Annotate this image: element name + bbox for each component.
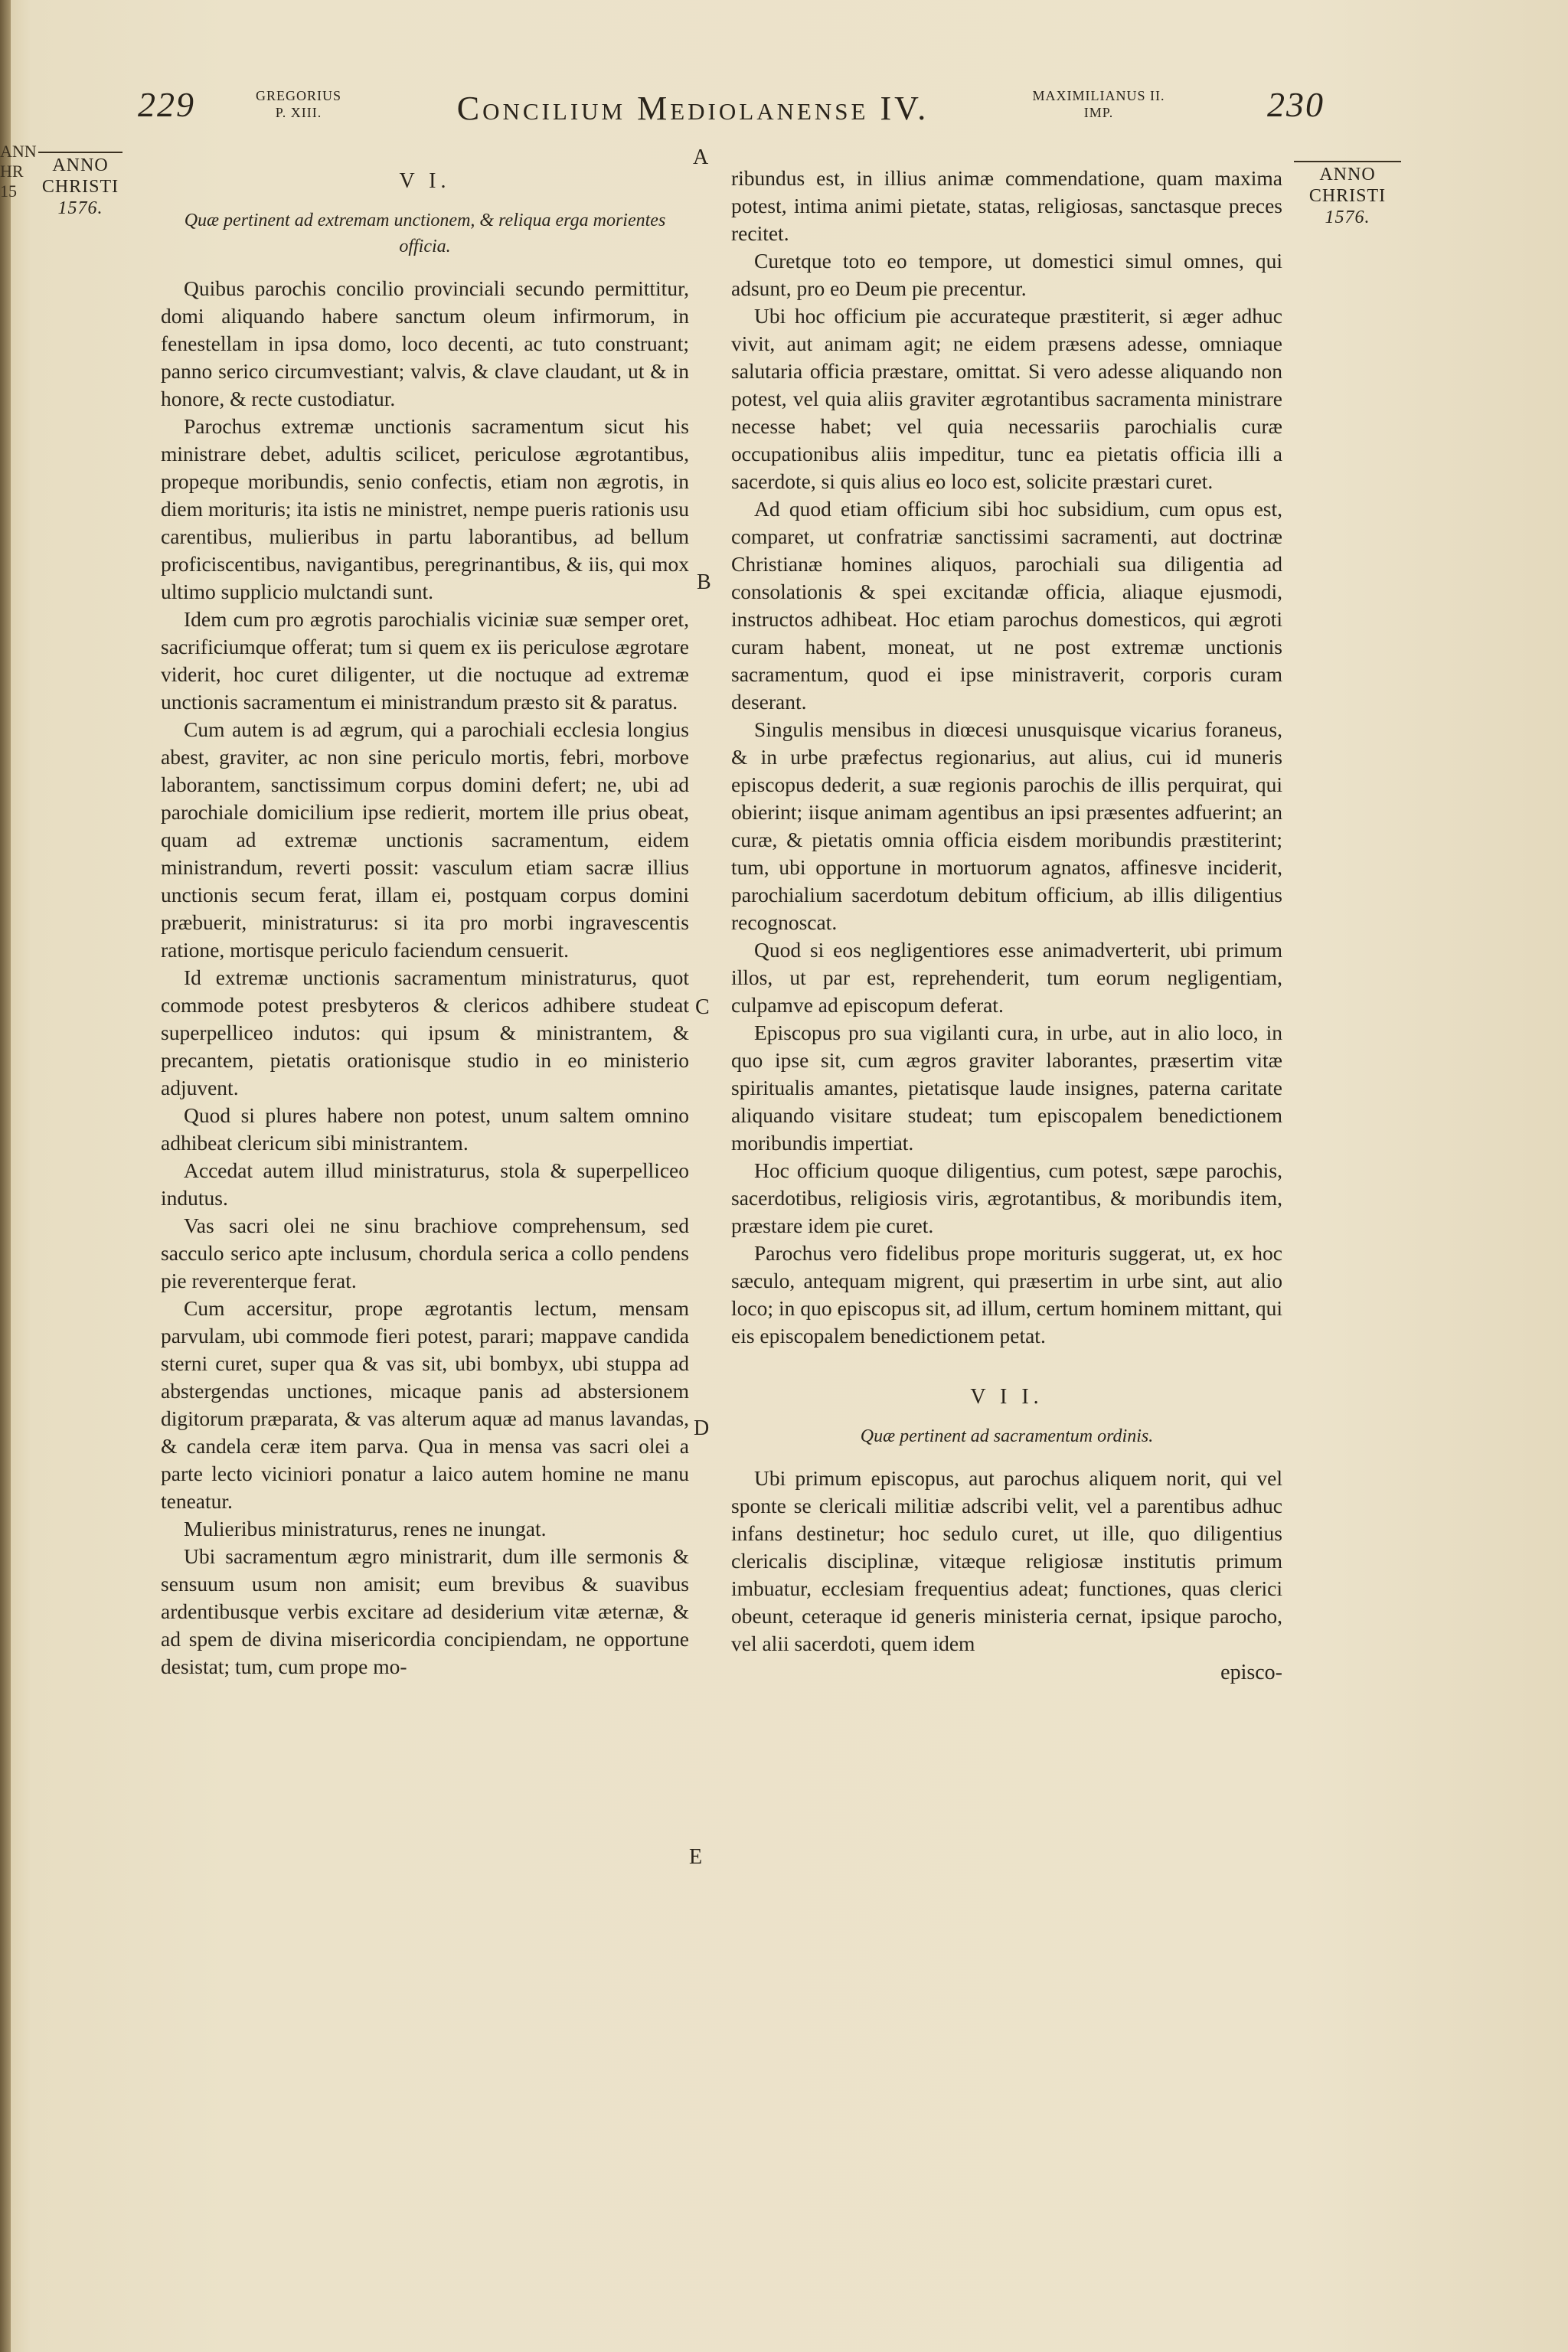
running-header: [138, 84, 1325, 145]
right-column: [731, 165, 1282, 1687]
christi-label: CHRISTI: [41, 177, 119, 197]
anno-label: ANNO: [1319, 165, 1376, 185]
paragraph: Cum autem is ad ægrum, qui a parochiali ecclesia longius abest, graviter, ac non sine periculo mortis, febri, morbove laborantem, sanctissimum corpus domini defert; ne, ubi ad parochiale domicilium ipse redierit, mortem ille prius obeat, quam ad extremæ unctionis sacramentum, eidem ministrandum, reverti possit: vasculum etiam sacræ illius unctionis secum ferat, illam ei, postquam corpus domini præbuerit, ministraturus: si ita pro morbi ingravescentis ratione, mortisque periculo faciendum censuerit.: [161, 717, 689, 962]
paragraph: Curetque toto eo tempore, ut domestici simul omnes, qui adsunt, pro eo Deum pie precentur.: [731, 249, 1282, 300]
paragraph: Hoc officium quoque diligentius, cum potest, sæpe parochis, sacerdotibus, religiosis viris, ægrotantibus, & moribundis item, præstare idem pie curet.: [731, 1158, 1282, 1237]
paragraph: Accedat autem illud ministraturus, stola & superpelliceo indutus.: [161, 1158, 689, 1210]
paragraph: Ubi hoc officium pie accurateque præstiterit, si æger adhuc vivit, aut animam agit; ne eidem præsens adesse, omniaque salutaria officia præstare, omittat. Si vero adesse aliquando non potest, vel quia aliis graviter ægrotantibus sacramenta ministrare necesse habet; vel quia necessariis parochialis curæ occupationibus aliis impeditur, tunc ea pietatis officia illi a sacerdote, si quis alius eo loco est, solicite præstari curet.: [731, 304, 1282, 493]
year-label: 1576.: [57, 198, 103, 218]
paragraph: Quod si plures habere non potest, unum saltem omnino adhibeat clericum sibi ministrantem.: [161, 1103, 689, 1155]
paragraph: Cum accersitur, prope ægrotantis lectum, mensam parvulam, ubi commode fieri potest, parari; mappave candida sterni curet, super qua & vas sit, ubi bombyx, ubi stuppa ad abstergendas unctiones, micaque panis ad abstersionem digitorum præparata, & vas alterum aquæ ad manus lavandas, & candela ceræ item parva. Qua in mensa vas sacri olei a parte lecto viciniori ponatur a laico autem homine ne manu teneatur.: [161, 1296, 689, 1513]
book-spine: [0, 0, 11, 2352]
paragraph: Vas sacri olei ne sinu brachiove comprehensum, sed sacculo serico apte inclusum, chordula serica a collo pendens pie reverenterque ferat.: [161, 1214, 689, 1292]
section-6-number: V I.: [399, 169, 451, 193]
paragraph: Mulieribus ministraturus, renes ne inungat.: [184, 1517, 547, 1540]
section-6-subtitle: Quæ pertinent ad extremam unctionem, & reliqua erga morientes officia.: [184, 211, 666, 256]
paragraph: Parochus vero fidelibus prope morituris suggerat, ut, ex hoc sæculo, antequam migrent, qui præsertim in urbe sint, aut alio loco; in quo episcopus sit, ad illum, certum hominem mittant, qui eis episcopalem benedictionem petat.: [731, 1241, 1282, 1348]
margin-letter-c: C: [695, 995, 710, 1019]
paragraph: Ad quod etiam officium sibi hoc subsidium, cum opus est, comparet, ut confratriæ sanctissimi sacramenti, aut doctrinæ Christianæ homines aliquos, parochiali sua diligentia ad consolationis & spei excitandæ officia, aliaque ejusmodi, instructos adhibeat. Hoc etiam parochus domesticos, qui ægroti curam habent, moneat, ut ne post extremæ unctionis sacramentum, quod ei ipse ministraverit, corporis curam deserant.: [731, 497, 1282, 714]
paragraph: Id extremæ unctionis sacramentum ministraturus, quot commode potest presbyteros & clericos adhibere studeat superpelliceo indutos: qui ipsum & ministrantem, & precantem, pietatis orationisque studio in eo ministerio adjuvent.: [161, 965, 689, 1099]
paragraph: Ubi sacramentum ægro ministrarit, dum ille sermonis & sensuum usum non amisit; eum brevibus & suavibus ardentibusque verbis excitare ad desiderium vitæ æternæ, & ad spem de divina misericordia concipiendam, ne opportune desistat; tum, cum prope mo-: [161, 1544, 689, 1678]
margin-letter-a: A: [693, 145, 709, 169]
paragraph: Parochus extremæ unctionis sacramentum sicut his ministrare debet, adultis scilicet, periculose ægrotantibus, propeque moribundis, senio confectis, etiam non ægrotis, in diem morituris; ita istis ne ministret, nempe pueris rationis usu carentibus, mulieribus in partu laborantibus, ad bellum proficiscentibus, navigantibus, peregrinantibus, & iis, qui mox ultimo supplicio mulctandi sunt.: [161, 414, 689, 603]
christi-label: CHRISTI: [1308, 186, 1387, 206]
margin-year-left: [38, 152, 122, 219]
section-gap: [731, 1350, 1282, 1380]
margin-letter-b: B: [697, 570, 711, 594]
paragraph: Episcopus pro sua vigilanti cura, in urbe, aut in alio loco, in quo ipse sit, cum ægros graviter laborantes, præsertim vitæ spiritualis amantes, pietatisque laude insignes, paterna caritate aliquando visitare studeat; tum episcopalem benedictionem moribundis impertiat.: [731, 1021, 1282, 1155]
section-7-number: V I I.: [970, 1385, 1044, 1409]
paragraph: Quibus parochis concilio provinciali secundo permittitur, domi aliquando habere sanctum oleum infirmorum, in fenestellam in ipsa domo, loco decenti, ac tuto construant; panno serico circumvestiant; valvis, & clave claudant, ut & in honore, & recte custodiatur.: [161, 276, 689, 410]
header-emperor: MAXIMILIANUS II. IMP.: [1032, 88, 1165, 120]
catchword: episco-: [1220, 1661, 1282, 1684]
section-7-subtitle: Quæ pertinent ad sacramentum ordinis.: [860, 1426, 1154, 1446]
left-column: [161, 165, 689, 1681]
header-title: Concilium Mediolanense IV.: [456, 90, 929, 127]
margin-letter-d: D: [694, 1416, 710, 1440]
spine-margin-note: ANN HR 15: [0, 142, 37, 201]
header-pope: GREGORIUS P. XIII.: [255, 88, 341, 120]
page-number-right: 230: [1267, 85, 1325, 124]
year-label: 1576.: [1325, 207, 1370, 227]
anno-label: ANNO: [52, 155, 109, 175]
paragraph: Singulis mensibus in diœcesi unusquisque vicarius foraneus, & in urbe præfectus regionarius, aut alius, cui id muneris episcopus dederit, a suæ regionis parochis de illis perquirat, qui obierint; iisque animam agentibus an ipsi præsentes adfuerint; an curæ, & pietatis omnia officia eisdem moribundis præstiterint; tum, ubi opportune in mortuorum agnatos, affinesve inciderit, parochialium sacerdotum debitum officium, ab illis diligentius recognoscat.: [731, 717, 1282, 934]
continuation-paragraph: ribundus est, in illius animæ commendatione, quam maxima potest, intima animi pietate, statas, religiosas, sanctasque preces recitet.: [731, 166, 1282, 245]
margin-year-right: [1294, 161, 1401, 228]
margin-letter-e: E: [689, 1845, 703, 1869]
paragraph: Quod si eos negligentiores esse animadverterit, ubi primum illos, ut par est, reprehenderit, tum eorum negligentiam, culpamve ad episcopum deferat.: [731, 938, 1282, 1017]
page-number-left: 229: [138, 85, 195, 124]
paragraph: Idem cum pro ægrotis parochialis viciniæ suæ semper oret, sacrificiumque offerat; tum si quem ex iis periculose ægrotare viderit, hoc curet diligenter, ut die noctuque ad extremæ unctionis sacramentum ei ministrandum præsto sit & paratus.: [161, 607, 689, 714]
paragraph: Ubi primum episcopus, aut parochus aliquem norit, qui vel sponte se clericali militiæ adscribi velit, vel a parentibus adhuc infans destinetur; hoc sedulo curet, ut ille, quo diligentius clericalis disciplinæ, vitæque religiosæ institutis primum imbuatur, ecclesiam frequentius adeat; functiones, quas clerici obeunt, ceteraque id generis ministeria cernat, ipsique parocho, vel alii sacerdoti, quem idem: [731, 1466, 1282, 1655]
